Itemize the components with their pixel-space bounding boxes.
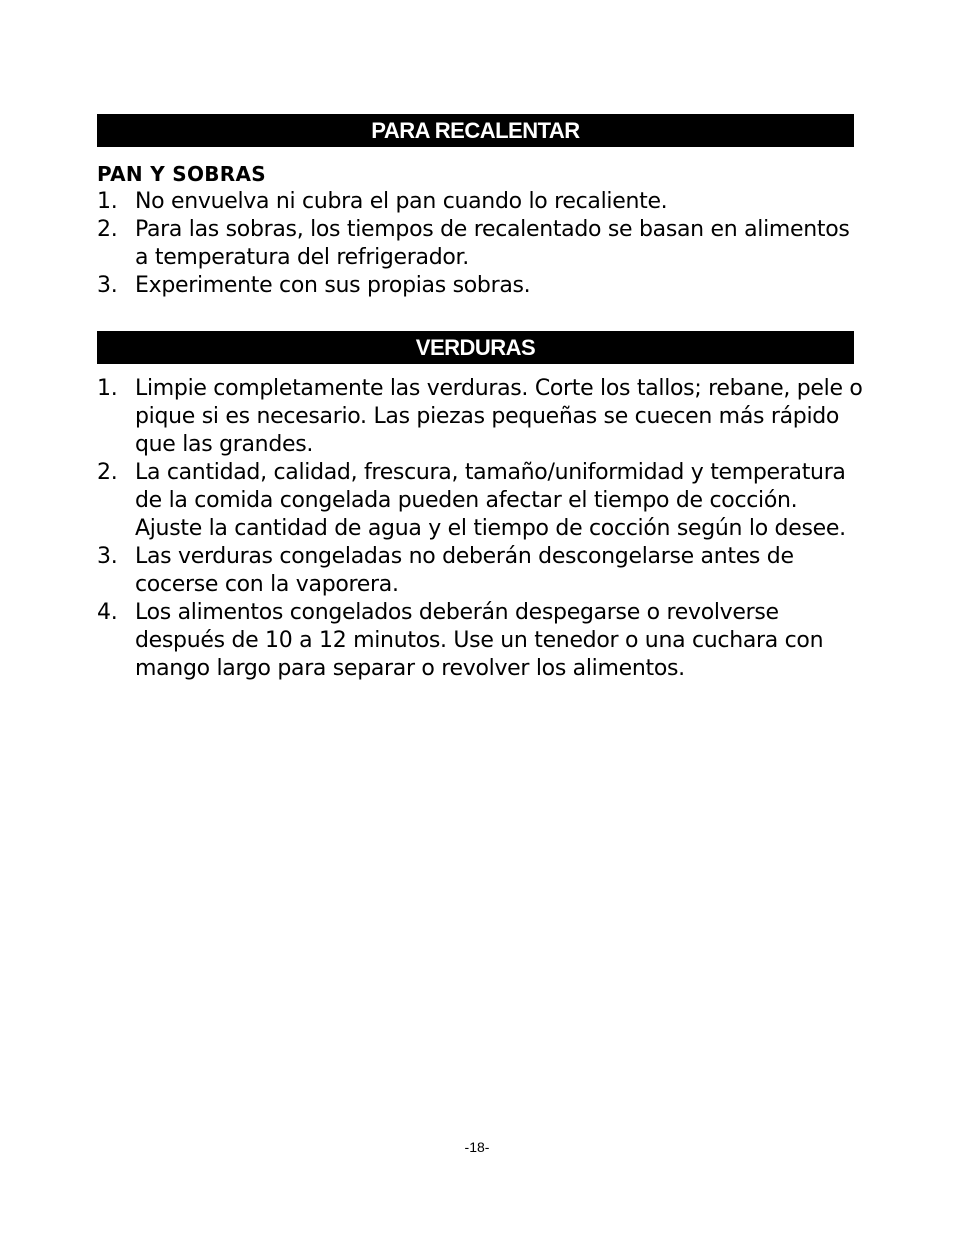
subheading-pan-y-sobras: PAN Y SOBRAS <box>97 162 266 186</box>
list-item <box>97 188 867 216</box>
list-item-number: 4. <box>97 600 118 625</box>
vegetable-steps-list <box>97 375 867 683</box>
list-item-text: La cantidad, calidad, frescura, tamaño/uniformidad y temperatura de la comida congelada pueden afectar el tiempo de cocción. Ajuste la cantidad de agua y el tiempo de cocción según lo desee. <box>135 460 846 541</box>
page-number: -18- <box>464 1139 490 1155</box>
reheat-steps-list <box>97 188 867 300</box>
list-item-number: 2. <box>97 460 118 485</box>
list-item <box>97 459 867 543</box>
list-item-text: Para las sobras, los tiempos de recalentado se basan en alimentos a temperatura del refrigerador. <box>135 217 850 270</box>
list-item-number: 3. <box>97 544 118 569</box>
section-heading-para-recalentar: PARA RECALENTAR <box>97 114 854 147</box>
list-item <box>97 216 867 272</box>
list-item <box>97 599 867 683</box>
list-item-text: Limpie completamente las verduras. Corte los tallos; rebane, pele o pique si es necesario. Las piezas pequeñas se cuecen más rápido que las grandes. <box>135 376 863 457</box>
list-item-text: Experimente con sus propias sobras. <box>135 273 531 298</box>
list-item-number: 1. <box>97 376 118 401</box>
list-item <box>97 543 867 599</box>
list-item-text: No envuelva ni cubra el pan cuando lo recaliente. <box>135 189 668 214</box>
list-item-number: 3. <box>97 273 118 298</box>
list-item <box>97 375 867 459</box>
list-item <box>97 272 867 300</box>
list-item-number: 1. <box>97 189 118 214</box>
list-item-text: Las verduras congeladas no deberán descongelarse antes de cocerse con la vaporera. <box>135 544 794 597</box>
section-heading-verduras: VERDURAS <box>97 331 854 364</box>
list-item-text: Los alimentos congelados deberán despegarse o revolverse después de 10 a 12 minutos. Use un tenedor o una cuchara con mango largo para separar o revolver los alimentos. <box>135 600 824 681</box>
list-item-number: 2. <box>97 217 118 242</box>
